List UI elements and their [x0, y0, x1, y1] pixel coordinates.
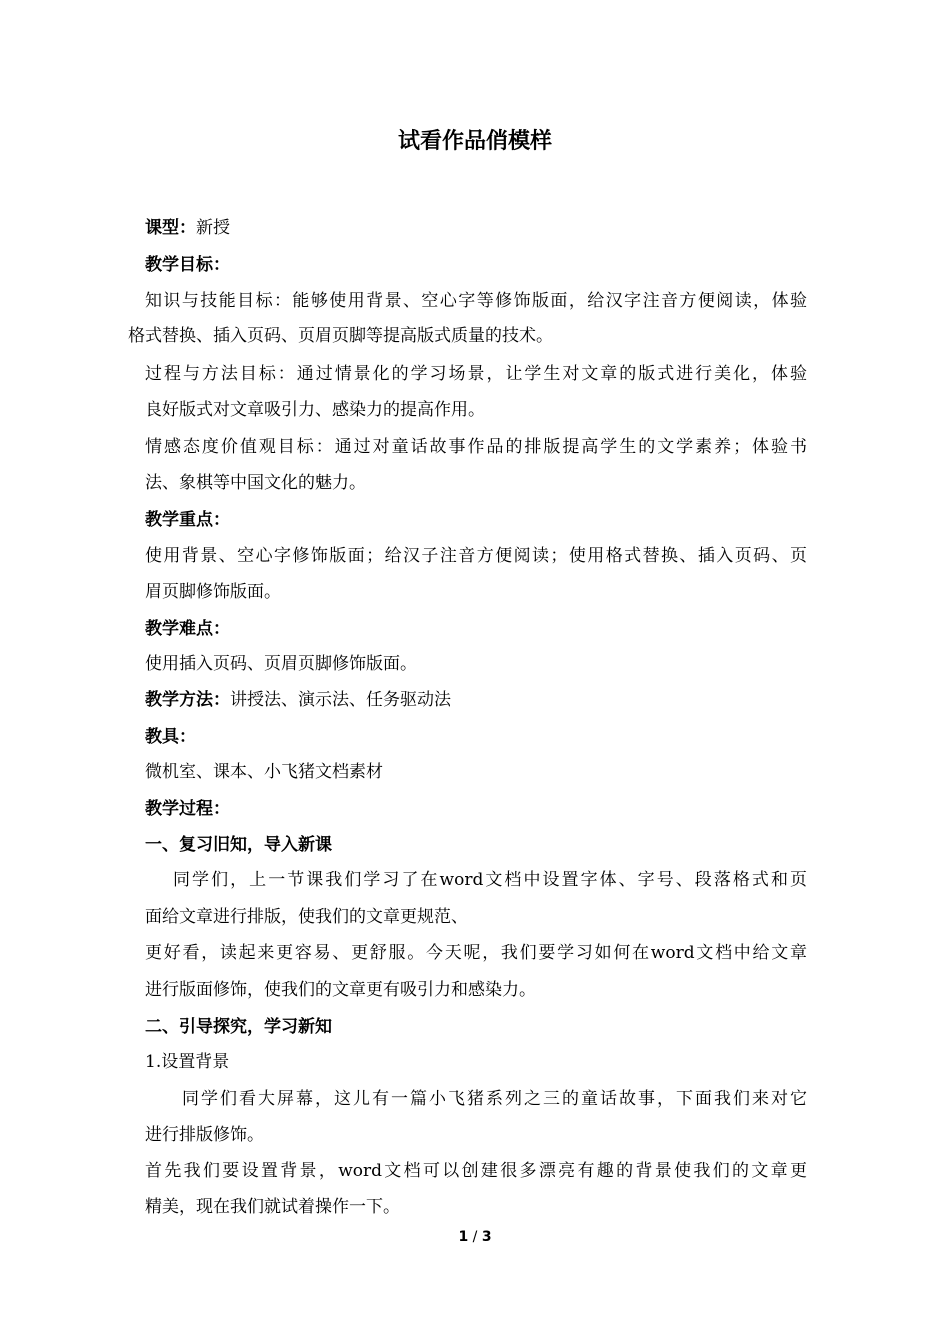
section1-line-4: 进行版面修饰，使我们的文章更有吸引力和感染力。: [145, 980, 536, 1000]
objective-emotion-line-1: 情感态度价值观目标：通过对童话故事作品的排版提高学生的文学素养；体验书: [145, 437, 807, 457]
methods-label: 教学方法：: [145, 690, 230, 710]
lesson-type-value: 新授: [196, 218, 230, 238]
section2-line-4: 精美，现在我们就试着操作一下。: [145, 1197, 400, 1217]
lesson-type-line: [145, 216, 230, 240]
key-points-line-2: 眉页脚修饰版面。: [145, 582, 281, 602]
objective-process-line-2: 良好版式对文章吸引力、感染力的提高作用。: [145, 400, 485, 420]
section2-line-2: 进行排版修饰。: [145, 1125, 264, 1145]
section2-line-3: 首先我们要设置背景，word文档可以创建很多漂亮有趣的背景使我们的文章更: [145, 1161, 807, 1181]
section2-subheading-background: 1.设置背景: [145, 1052, 230, 1072]
tools-heading: 教具：: [145, 727, 196, 747]
section1-line-1: 同学们，上一节课我们学习了在word文档中设置字体、字号、段落格式和页: [173, 870, 807, 890]
key-points-heading: 教学重点：: [145, 510, 230, 530]
methods-value: 讲授法、演示法、任务驱动法: [230, 690, 451, 710]
difficulties-heading: 教学难点：: [145, 619, 230, 639]
section2-line-1: 同学们看大屏幕，这儿有一篇小飞猪系列之三的童话故事，下面我们来对它: [182, 1089, 807, 1109]
objective-emotion-line-2: 法、象棋等中国文化的魅力。: [145, 473, 366, 493]
document-title: 试看作品俏模样: [397, 129, 552, 154]
lesson-type-label: 课型：: [145, 218, 196, 238]
section2-heading: 二、引导探究，学习新知: [145, 1017, 332, 1037]
methods-line: [145, 688, 451, 712]
section1-line-2: 面给文章进行排版，使我们的文章更规范、: [145, 907, 468, 927]
key-points-line-1: 使用背景、空心字修饰版面；给汉子注音方便阅读；使用格式替换、插入页码、页: [145, 546, 807, 566]
objective-process-line-1: 过程与方法目标：通过情景化的学习场景，让学生对文章的版式进行美化，体验: [145, 364, 807, 384]
page-separator: /: [468, 1229, 482, 1245]
difficulties-line-1: 使用插入页码、页眉页脚修饰版面。: [145, 654, 417, 674]
objective-knowledge-line-2: 格式替换、插入页码、页眉页脚等提高版式质量的技术。: [128, 326, 553, 346]
page-total: 3: [481, 1229, 492, 1245]
tools-value: 微机室、课本、小飞猪文档素材: [145, 762, 383, 782]
page-number: [0, 1227, 950, 1247]
section1-heading: 一、复习旧知，导入新课: [145, 835, 332, 855]
objectives-heading: 教学目标：: [145, 255, 230, 275]
page-current: 1: [458, 1229, 469, 1245]
process-heading: 教学过程：: [145, 799, 230, 819]
section1-line-3: 更好看，读起来更容易、更舒服。今天呢，我们要学习如何在word文档中给文章: [145, 943, 807, 963]
objective-knowledge-line-1: 知识与技能目标：能够使用背景、空心字等修饰版面，给汉字注音方便阅读，体验: [145, 291, 807, 311]
